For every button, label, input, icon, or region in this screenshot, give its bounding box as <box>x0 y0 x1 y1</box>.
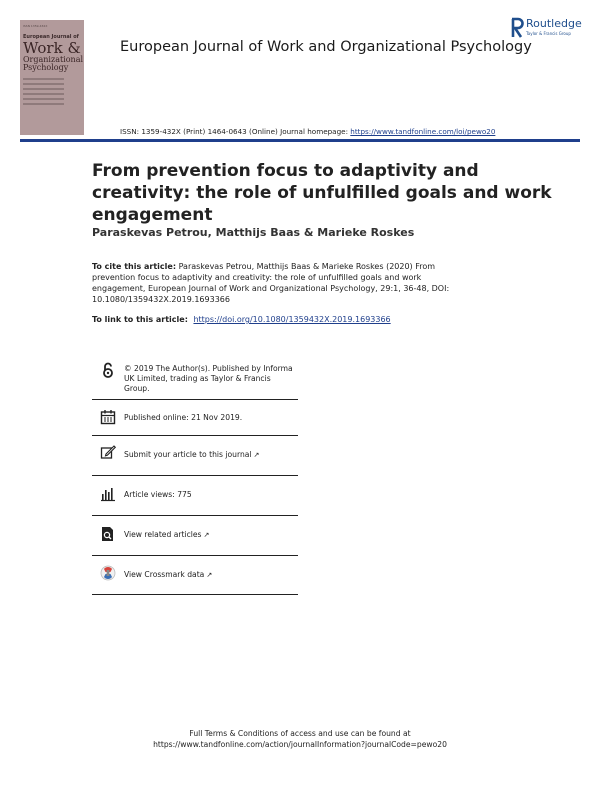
published-row <box>92 400 298 436</box>
cover-issn: ISSN 1359-432X <box>23 24 48 28</box>
related-articles-label: View related articles <box>124 530 202 539</box>
citation-label: To cite this article: <box>92 262 177 271</box>
link-to-article <box>92 315 391 324</box>
citation-doi[interactable]: 10.1080/1359432X.2019.1693366 <box>92 295 230 304</box>
cover-line4: Psychology <box>23 63 69 72</box>
calendar-icon <box>100 409 116 425</box>
article-info-list <box>92 358 298 595</box>
license-row <box>92 358 298 400</box>
journal-cover <box>20 20 84 135</box>
article-views: Article views: 775 <box>124 490 192 499</box>
article-title: From prevention focus to adaptivity and creativity: the role of unfulfilled goals and work engagement <box>92 161 552 225</box>
cover-line3: Organizational <box>23 55 84 64</box>
issn-text: ISSN: 1359-432X (Print) 1464-0643 (Online) Journal homepage: <box>120 127 348 136</box>
footer-line1: Full Terms & Conditions of access and use can be found at <box>189 729 411 738</box>
views-row <box>92 476 298 516</box>
external-link-icon: ↗ <box>206 571 213 579</box>
external-link-icon: ↗ <box>203 531 210 539</box>
related-row[interactable] <box>92 516 298 556</box>
submit-article-link[interactable] <box>124 450 259 460</box>
logo-name: Routledge <box>526 17 582 30</box>
document-search-icon <box>100 526 116 542</box>
submit-row[interactable] <box>92 436 298 476</box>
issn-line <box>120 127 495 136</box>
article-doi-link[interactable]: https://doi.org/10.1080/1359432X.2019.1693366 <box>193 315 391 324</box>
footer-terms-link[interactable]: https://www.tandfonline.com/action/journalInformation?journalCode=pewo20 <box>153 740 447 749</box>
cover-decoration <box>23 78 81 105</box>
journal-title: European Journal of Work and Organizational Psychology <box>120 39 532 55</box>
crossmark-link[interactable] <box>124 570 212 580</box>
citation-text: Paraskevas Petrou, Matthijs Baas & Marieke Roskes (2020) From prevention focus to adaptivity and creativity: the role of unfulfilled goals and work engagement, European Journal of Work and Organizational Psychology, 29:1, 36-48, DOI: <box>92 262 450 293</box>
logo-subtitle: Taylor & Francis Group <box>526 31 571 36</box>
external-link-icon: ↗ <box>253 451 260 459</box>
header-rule <box>20 139 580 142</box>
cover-line2: Work & <box>23 39 81 57</box>
license-text: © 2019 The Author(s). Published by Informa UK Limited, trading as Taylor & Francis Group. <box>124 364 293 393</box>
crossmark-row[interactable] <box>92 556 298 595</box>
bar-chart-icon <box>100 486 116 502</box>
crossmark-label: View Crossmark data <box>124 570 205 579</box>
citation-block <box>92 261 477 305</box>
edit-icon <box>100 444 116 460</box>
terms-footer <box>0 728 600 750</box>
routledge-logo[interactable] <box>510 17 590 47</box>
link-label: To link to this article: <box>92 315 188 324</box>
submit-article-label: Submit your article to this journal <box>124 450 252 459</box>
open-access-icon <box>100 362 116 378</box>
published-date: Published online: 21 Nov 2019. <box>124 413 243 422</box>
crossmark-icon <box>100 565 116 581</box>
article-authors: Paraskevas Petrou, Matthijs Baas & Marieke Roskes <box>92 226 415 239</box>
cover-line1: European Journal of <box>23 34 79 40</box>
routledge-logo-icon <box>510 17 524 39</box>
journal-homepage-link[interactable]: https://www.tandfonline.com/loi/pewo20 <box>350 127 496 136</box>
related-articles-link[interactable] <box>124 530 209 540</box>
